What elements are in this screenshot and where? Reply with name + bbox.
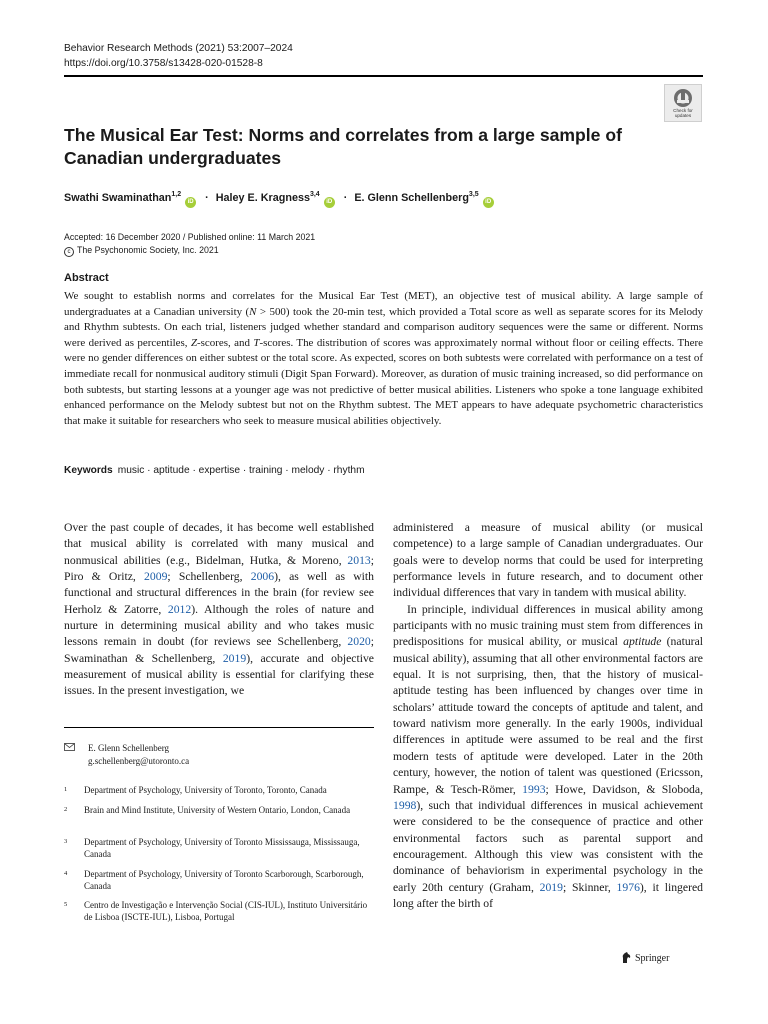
author-affiliation-marker: 3,4 xyxy=(309,191,320,198)
keywords-label: Keywords xyxy=(64,465,113,476)
publication-dates xyxy=(64,231,315,257)
envelope-icon xyxy=(64,743,75,751)
abstract-text: We sought to establish norms and correlates for the Musical Ear Test (MET), an objective test of musical ability. A large sample of undergraduates at a Canadian university ( xyxy=(64,290,703,318)
author-affiliation-marker: 1,2 xyxy=(171,191,182,198)
affiliation-4: 4 Department of Psychology, University of Toronto Scarborough, Scarborough, Canada xyxy=(64,869,364,892)
badge-line-2: updates xyxy=(674,113,692,118)
publisher-name: Springer xyxy=(635,953,670,964)
abstract-italic: T xyxy=(253,336,260,349)
abstract-body xyxy=(64,289,703,429)
citation-link[interactable]: 2012 xyxy=(167,602,192,616)
affiliation-3: 3 Department of Psychology, University of Toronto Mississauga, Mississauga, Canada xyxy=(64,837,360,860)
abstract-italic: Z xyxy=(190,336,198,349)
publisher-logo xyxy=(620,951,669,964)
affiliation-2: 2 Brain and Mind Institute, University of Western Ontario, London, Canada xyxy=(64,805,351,815)
citation-link[interactable]: 2019 xyxy=(539,880,563,894)
citation-link[interactable]: 2009 xyxy=(144,570,168,584)
orcid-icon[interactable]: iD xyxy=(324,197,335,208)
italic-term: aptitude xyxy=(623,635,662,649)
copyright-icon: c xyxy=(64,247,74,257)
springer-horse-icon xyxy=(620,951,632,964)
author-name: E. Glenn Schellenberg xyxy=(354,192,469,204)
journal-citation: Behavior Research Methods (2021) 53:2007–2024 xyxy=(64,43,293,54)
doi-link[interactable]: https://doi.org/10.3758/s13428-020-01528-8 xyxy=(64,58,263,69)
orcid-icon[interactable]: iD xyxy=(185,197,196,208)
check-for-updates-icon xyxy=(673,88,693,108)
affiliation-5: 5 Centro de Investigação e Intervenção Social (CIS-IUL), Instituto Universitário de Lisboa (ISCTE-IUL), Lisboa, Portugal xyxy=(64,900,368,923)
abstract-heading: Abstract xyxy=(64,272,109,284)
article-title: The Musical Ear Test: Norms and correlates from a large sample of Canadian undergraduates xyxy=(64,125,622,168)
citation-link[interactable]: 2020 xyxy=(347,635,371,649)
header-rule xyxy=(64,75,703,77)
orcid-icon[interactable]: iD xyxy=(483,197,494,208)
body-paragraph: Over the past couple of decades, it has become well established that musical ability is correlated with many musical and nonmusical abilities (e.g., Bidelman, Hutka, & Moreno, 2013; Piro & Oritz, 2009; Schellenberg, 2006), as well as with functional and structural differences in the brain (for review see Herholz & Zatorre, 2012). Although the roles of nature and nurture in determining musical ability and who takes music lessons remain in doubt (for reviews see Schellenberg, 2020; Swaminathan & Schellenberg, 2019), accurate and objective measurement of musical ability is essential for clarifying these issues. In the present investigation, we xyxy=(64,521,374,698)
body-column-left xyxy=(64,520,374,700)
check-for-updates-badge[interactable] xyxy=(664,84,702,122)
corresponding-author xyxy=(64,742,189,768)
abstract-text: > 500) took the 20-min test, which provided a Total score as well as separate scores for its Melody and Rhythm subtests. On each trial, listeners judged whether standard and comparison auditory sequences were the same or different. Norms were derived as percentiles, xyxy=(64,305,703,349)
abstract-text: -scores. The distribution of scores was approximately normal without floor or ceiling effects. There were no gender differences on either subtest or the total score. As expected, scores on both subtests were correlated with performance on a test of immediate recall for nonmusical auditory stimuli (Digit Span Forward). Moreover, as duration of music training increased, so did performance on both subtests, but starting lessons at a younger age was not predictive of better musical abilities. Listeners who spoke a tone language exhibited enhanced performance on the Melody subtest but not on the Rhythm subtest. The MET appears to have adequate psychometric characteristics that make it suitable for researchers who seek to measure musical abilities objectively. xyxy=(64,336,703,427)
body-paragraph: In principle, individual differences in musical ability among participants with no music training must stem from differences in predispositions for musical ability, or musical aptitude (natural musical ability), assuming that all other environmental factors are equal. It is not surprising, then, that the history of musical-aptitude testing has been influenced by changes over time in scholars’ attitude toward the concepts of aptitude and talent, and toward nativism more generally. In the early 1900s, individual differences in aptitude were assumed to be real and the first modern tests of aptitude were developed. Later in the 20th century, however, the notion of talent was questioned (Ericsson, Rampe, & Tesch-Römer, 1993; Howe, Davidson, & Sloboda, 1998), such that individual differences in musical achievement were considered to be the consequence of practice and other environmental factors such as parental support and encouragement. Although this view was consistent with the dominance of behaviorism in experimental psychology in the early 20th century (Graham, 2019; Skinner, 1976), it lingered long after the birth of xyxy=(393,602,704,910)
abstract-text: -scores, and xyxy=(197,336,254,349)
author-name: Haley E. Kragness xyxy=(215,192,310,204)
footnote-rule xyxy=(64,727,374,728)
citation-link[interactable]: 2006 xyxy=(250,570,275,584)
author-name: Swathi Swaminathan xyxy=(64,192,172,204)
citation-link[interactable]: 1976 xyxy=(616,880,640,894)
author-separator: · xyxy=(205,192,209,204)
citation-link[interactable]: 2013 xyxy=(347,553,371,567)
citation-link[interactable]: 1993 xyxy=(522,782,546,796)
author-separator: · xyxy=(343,192,348,204)
citation-link[interactable]: 1998 xyxy=(393,798,417,812)
contact-name: E. Glenn Schellenberg xyxy=(88,743,170,753)
badge-line-1: Check for xyxy=(673,108,693,113)
copyright-holder: The Psychonomic Society, Inc. 2021 xyxy=(77,245,219,255)
journal-header xyxy=(64,41,293,71)
body-column-right xyxy=(393,520,703,912)
accepted-published-dates: Accepted: 16 December 2020 / Published online: 11 March 2021 xyxy=(64,232,316,242)
affiliation-1: 1 Department of Psychology, University of Toronto, Toronto, Canada xyxy=(64,785,327,795)
author-affiliation-marker: 3,5 xyxy=(468,191,479,198)
author-list xyxy=(64,191,496,208)
body-paragraph: administered a measure of musical ability (or musical competence) to a large sample of Canadian undergraduates. Our goals were to develop norms that could be used for interpreting performance levels in future research, and to document other individual differences that vary in tandem with musical ability. xyxy=(393,521,703,600)
keywords-list: music · aptitude · expertise · training · melody · rhythm xyxy=(117,465,365,476)
citation-link[interactable]: 2019 xyxy=(222,651,247,665)
keywords xyxy=(64,465,365,476)
copyright-line xyxy=(64,244,315,257)
contact-email[interactable]: g.schellenberg@utoronto.ca xyxy=(88,756,190,766)
abstract-italic: N xyxy=(249,305,257,318)
